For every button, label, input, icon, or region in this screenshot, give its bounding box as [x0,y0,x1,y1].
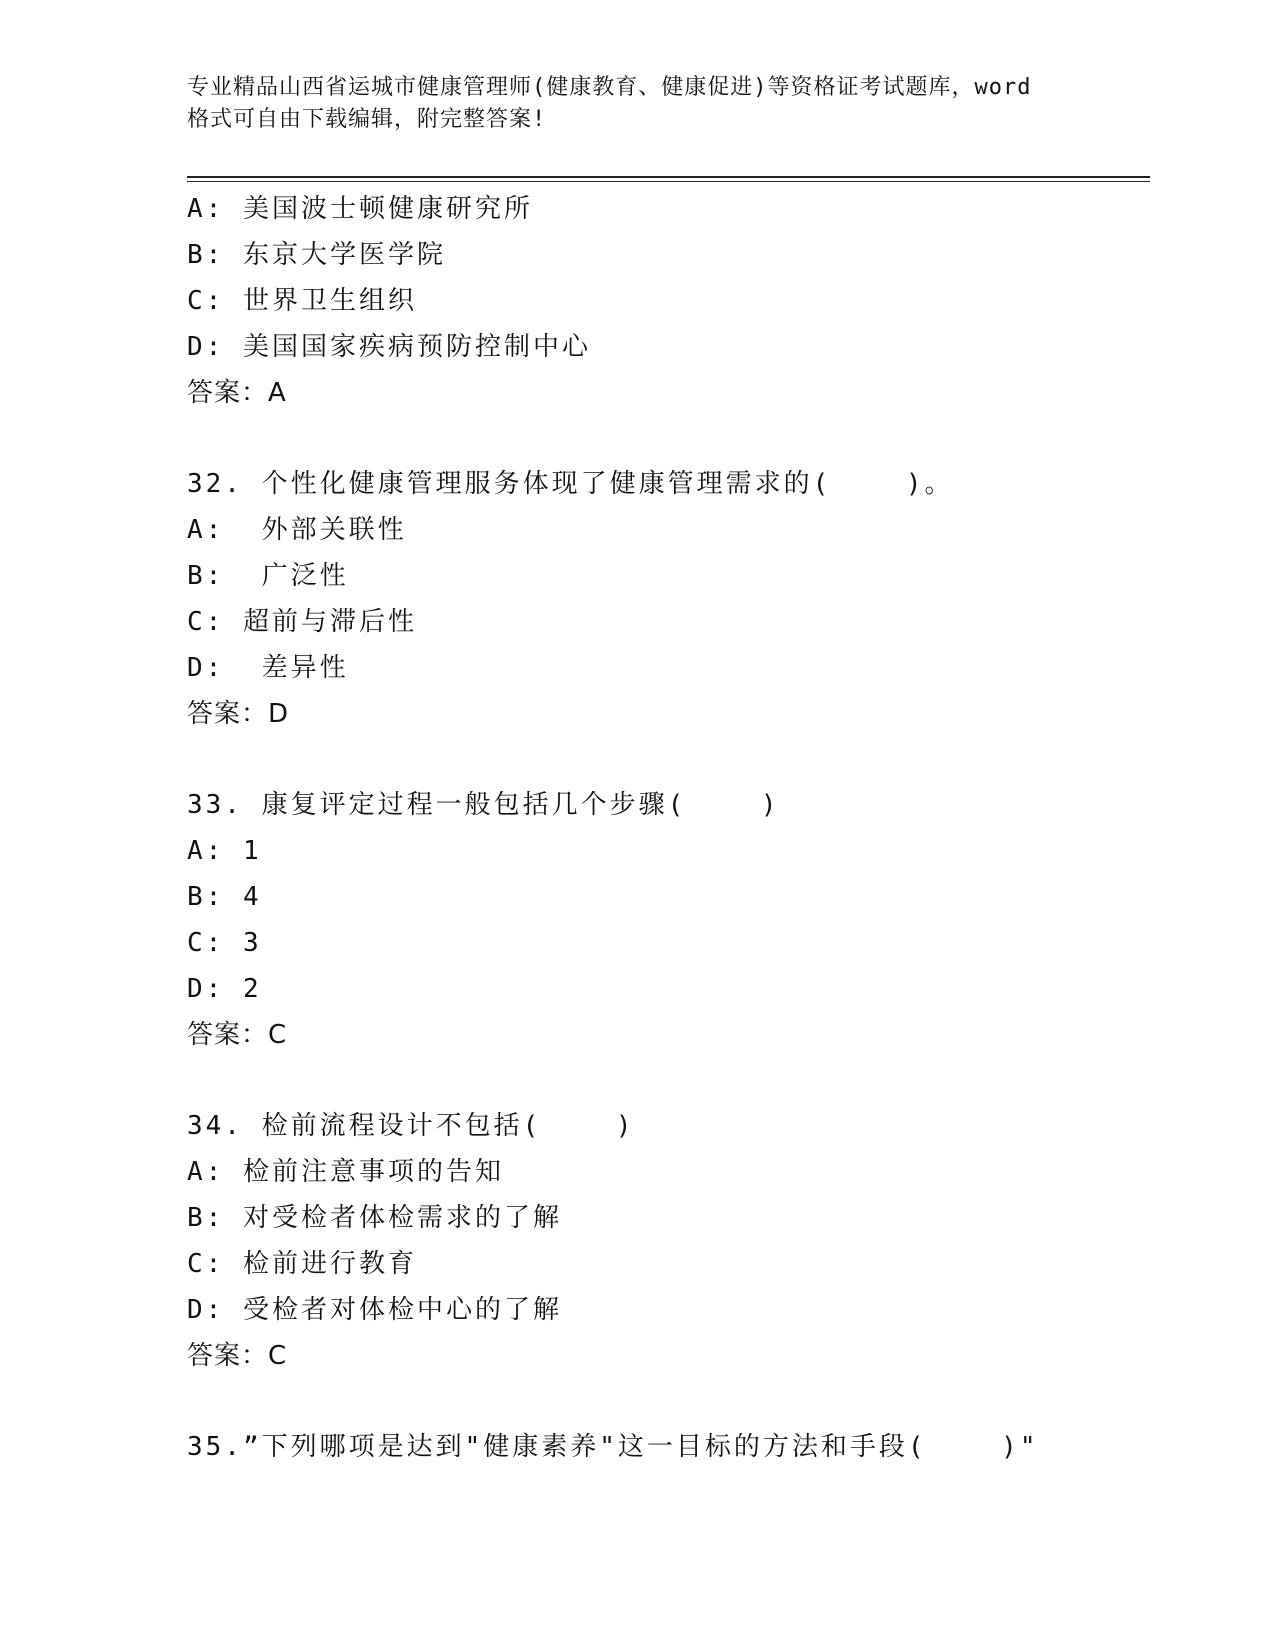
header-line-1: 专业精品山西省运城市健康管理师(健康教育、健康促进)等资格证考试题库，word [187,75,1032,100]
option-c: C: 超前与滞后性 [187,607,417,637]
question-text: 33. 康复评定过程一般包括几个步骤( ) [187,790,780,820]
option-a: A: 外部关联性 [187,515,407,545]
spacer [187,737,1147,782]
option-b: B: 4 [187,882,262,912]
option-b: B: 对受检者体检需求的了解 [187,1203,562,1233]
option-b: B: 东京大学医学院 [187,240,446,270]
header-divider-thick [187,176,1150,178]
option-a: A: 美国波士顿健康研究所 [187,194,533,224]
option-c: C: 检前进行教育 [187,1249,417,1279]
header-divider-thin [187,181,1150,182]
question-text: 34. 检前流程设计不包括( ) [187,1111,635,1141]
document-header [187,72,1087,136]
question-block-31 [187,186,1147,416]
option-d: D: 受检者对体检中心的了解 [187,1295,562,1325]
answer-line: 答案：C [187,1341,288,1371]
spacer [187,1058,1147,1103]
question-text: 32. 个性化健康管理服务体现了健康管理需求的( )。 [187,469,954,499]
spacer [187,416,1147,461]
spacer [187,1379,1147,1424]
option-c: C: 3 [187,928,262,958]
option-a: A: 1 [187,836,262,866]
question-list [187,186,1147,1470]
question-text: 35.”下列哪项是达到"健康素养"这一目标的方法和手段( )" [187,1432,1039,1462]
question-block-35 [187,1424,1147,1470]
question-block-33 [187,782,1147,1058]
answer-line: 答案：A [187,378,287,408]
answer-line: 答案：D [187,699,290,729]
question-block-34 [187,1103,1147,1379]
option-d: D: 差异性 [187,653,349,683]
answer-line: 答案：C [187,1020,288,1050]
option-a: A: 检前注意事项的告知 [187,1157,504,1187]
option-b: B: 广泛性 [187,561,349,591]
option-d: D: 2 [187,974,262,1004]
question-block-32 [187,461,1147,737]
option-d: D: 美国国家疾病预防控制中心 [187,332,591,362]
option-c: C: 世界卫生组织 [187,286,417,316]
header-line-2: 格式可自由下载编辑，附完整答案! [187,107,547,132]
